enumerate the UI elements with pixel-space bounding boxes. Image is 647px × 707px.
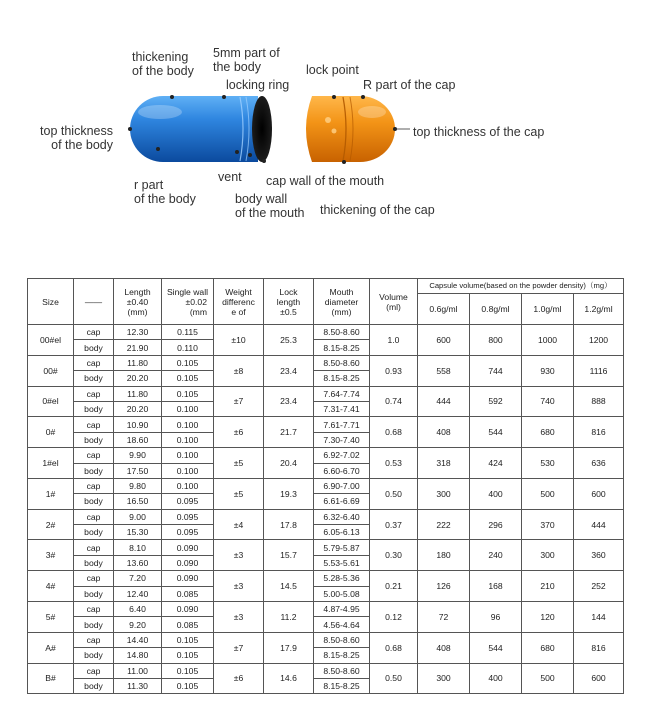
cell-size: 1# (28, 478, 74, 509)
cell-single-wall: 0.095 (162, 509, 214, 524)
cell-capsule-volume: 168 (470, 571, 522, 602)
cell-length: 6.40 (114, 602, 162, 617)
cell-capsule-volume: 144 (574, 602, 624, 633)
cell-mouth-diameter: 8.50-8.60 (314, 663, 370, 678)
cell-weight-difference: ±3 (214, 602, 264, 633)
cell-mouth-diameter: 7.61-7.71 (314, 417, 370, 432)
cell-length: 9.80 (114, 478, 162, 493)
cell-length: 12.30 (114, 325, 162, 340)
cell-capsule-volume: 408 (418, 417, 470, 448)
cell-weight-difference: ±10 (214, 325, 264, 356)
label-vent: vent (218, 170, 242, 184)
cell-single-wall: 0.095 (162, 494, 214, 509)
table-row (28, 448, 624, 463)
cell-capsule-volume: 210 (522, 571, 574, 602)
cell-capsule-volume: 400 (470, 663, 522, 694)
cell-lock-length: 23.4 (264, 355, 314, 386)
header-density-0-6: 0.6g/ml (418, 294, 470, 325)
cell-mouth-diameter: 8.50-8.60 (314, 355, 370, 370)
table-row (28, 325, 624, 340)
cell-weight-difference: ±8 (214, 355, 264, 386)
cell-capsule-volume: 300 (418, 663, 470, 694)
cell-capsule-volume: 740 (522, 386, 574, 417)
cell-single-wall: 0.085 (162, 586, 214, 601)
cell-capsule-volume: 680 (522, 632, 574, 663)
cell-size: 5# (28, 602, 74, 633)
header-single-wall: Single wall ±0.02 (mm (162, 279, 214, 325)
header-density-1-0: 1.0g/ml (522, 294, 574, 325)
cell-mouth-diameter: 4.87-4.95 (314, 602, 370, 617)
cell-lock-length: 14.6 (264, 663, 314, 694)
cell-capsule-volume: 252 (574, 571, 624, 602)
cell-capsule-volume: 680 (522, 417, 574, 448)
cell-capsule-volume: 296 (470, 509, 522, 540)
cell-part: body (74, 648, 114, 663)
cell-length: 20.20 (114, 401, 162, 416)
label-5mm-part-body: 5mm part of the body (213, 46, 280, 74)
cell-capsule-volume: 592 (470, 386, 522, 417)
cell-size: 3# (28, 540, 74, 571)
cell-capsule-volume: 72 (418, 602, 470, 633)
header-density-0-8: 0.8g/ml (470, 294, 522, 325)
cell-single-wall: 0.090 (162, 602, 214, 617)
cell-single-wall: 0.100 (162, 417, 214, 432)
cell-mouth-diameter: 8.15-8.25 (314, 648, 370, 663)
cell-single-wall: 0.090 (162, 571, 214, 586)
cell-capsule-volume: 1200 (574, 325, 624, 356)
cell-capsule-volume: 816 (574, 417, 624, 448)
cell-mouth-diameter: 7.31-7.41 (314, 401, 370, 416)
cell-length: 21.90 (114, 340, 162, 355)
header-lock-length: Lock length ±0.5 (264, 279, 314, 325)
cell-size: 4# (28, 571, 74, 602)
label-top-thickness-cap: top thickness of the cap (413, 125, 545, 139)
cell-part: cap (74, 386, 114, 401)
header-volume: Volume (ml) (370, 279, 418, 325)
capsule-body-shape (130, 96, 272, 162)
cell-mouth-diameter: 6.60-6.70 (314, 463, 370, 478)
cell-lock-length: 14.5 (264, 571, 314, 602)
cell-capsule-volume: 318 (418, 448, 470, 479)
cell-length: 11.30 (114, 678, 162, 693)
cell-part: cap (74, 540, 114, 555)
cell-volume: 0.53 (370, 448, 418, 479)
cell-lock-length: 11.2 (264, 602, 314, 633)
cell-length: 12.40 (114, 586, 162, 601)
cell-capsule-volume: 744 (470, 355, 522, 386)
cell-part: cap (74, 571, 114, 586)
cell-single-wall: 0.105 (162, 648, 214, 663)
cell-single-wall: 0.105 (162, 663, 214, 678)
cell-capsule-volume: 500 (522, 663, 574, 694)
table-row (28, 417, 624, 432)
cell-mouth-diameter: 8.50-8.60 (314, 632, 370, 647)
table-row (28, 509, 624, 524)
cell-capsule-volume: 370 (522, 509, 574, 540)
cell-lock-length: 20.4 (264, 448, 314, 479)
cell-capsule-volume: 360 (574, 540, 624, 571)
cell-capsule-volume: 1000 (522, 325, 574, 356)
cell-single-wall: 0.100 (162, 463, 214, 478)
cell-size: 0#el (28, 386, 74, 417)
cell-volume: 0.50 (370, 478, 418, 509)
cell-capsule-volume: 558 (418, 355, 470, 386)
cell-length: 11.00 (114, 663, 162, 678)
cell-length: 10.90 (114, 417, 162, 432)
cell-length: 15.30 (114, 525, 162, 540)
cell-mouth-diameter: 6.61-6.69 (314, 494, 370, 509)
cell-volume: 1.0 (370, 325, 418, 356)
cell-size: 0# (28, 417, 74, 448)
cell-lock-length: 17.8 (264, 509, 314, 540)
header-length: Length ±0.40 (mm) (114, 279, 162, 325)
cell-capsule-volume: 600 (574, 663, 624, 694)
cell-part: body (74, 463, 114, 478)
cell-capsule-volume: 930 (522, 355, 574, 386)
cell-capsule-volume: 240 (470, 540, 522, 571)
label-lock-point: lock point (306, 63, 359, 77)
cell-capsule-volume: 300 (522, 540, 574, 571)
cell-single-wall: 0.105 (162, 371, 214, 386)
cell-capsule-volume: 600 (574, 478, 624, 509)
cell-volume: 0.12 (370, 602, 418, 633)
cell-size: 00# (28, 355, 74, 386)
cell-capsule-volume: 544 (470, 632, 522, 663)
cell-capsule-volume: 530 (522, 448, 574, 479)
cell-weight-difference: ±5 (214, 448, 264, 479)
cell-capsule-volume: 408 (418, 632, 470, 663)
cell-part: body (74, 494, 114, 509)
table-row (28, 632, 624, 647)
cell-part: body (74, 678, 114, 693)
label-body-wall-mouth: body wall of the mouth (235, 192, 305, 220)
cell-length: 9.00 (114, 509, 162, 524)
cell-length: 14.40 (114, 632, 162, 647)
cell-mouth-diameter: 5.53-5.61 (314, 555, 370, 570)
cell-capsule-volume: 444 (418, 386, 470, 417)
table-row (28, 663, 624, 678)
cell-weight-difference: ±4 (214, 509, 264, 540)
header-density-1-2: 1.2g/ml (574, 294, 624, 325)
cell-single-wall: 0.110 (162, 340, 214, 355)
cell-mouth-diameter: 6.92-7.02 (314, 448, 370, 463)
cell-volume: 0.37 (370, 509, 418, 540)
cell-mouth-diameter: 6.90-7.00 (314, 478, 370, 493)
label-thickening-cap: thickening of the cap (320, 203, 435, 217)
cell-part: cap (74, 509, 114, 524)
label-r-part-cap: R part of the cap (363, 78, 456, 92)
table-row (28, 355, 624, 370)
cell-mouth-diameter: 7.30-7.40 (314, 432, 370, 447)
table-row (28, 386, 624, 401)
cell-part: body (74, 617, 114, 632)
cell-length: 18.60 (114, 432, 162, 447)
cell-length: 9.90 (114, 448, 162, 463)
cell-weight-difference: ±6 (214, 663, 264, 694)
cell-lock-length: 23.4 (264, 386, 314, 417)
cell-length: 8.10 (114, 540, 162, 555)
cell-part: body (74, 525, 114, 540)
cell-volume: 0.74 (370, 386, 418, 417)
cell-capsule-volume: 444 (574, 509, 624, 540)
header-mouth-diameter: Mouth diameter (mm) (314, 279, 370, 325)
cell-part: cap (74, 602, 114, 617)
cell-single-wall: 0.090 (162, 555, 214, 570)
cell-capsule-volume: 180 (418, 540, 470, 571)
cell-part: body (74, 586, 114, 601)
table-row (28, 540, 624, 555)
cell-capsule-volume: 126 (418, 571, 470, 602)
capsule-cap-shape (306, 96, 395, 162)
cell-length: 17.50 (114, 463, 162, 478)
capsule-spec-table (27, 278, 624, 694)
cell-part: cap (74, 632, 114, 647)
table-row (28, 478, 624, 493)
cell-lock-length: 17.9 (264, 632, 314, 663)
cell-single-wall: 0.100 (162, 478, 214, 493)
cell-length: 20.20 (114, 371, 162, 386)
cell-capsule-volume: 544 (470, 417, 522, 448)
label-top-thickness-body: top thickness of the body (40, 124, 113, 152)
cell-capsule-volume: 120 (522, 602, 574, 633)
cell-capsule-volume: 800 (470, 325, 522, 356)
table-body (28, 325, 624, 694)
cell-mouth-diameter: 6.05-6.13 (314, 525, 370, 540)
cell-part: cap (74, 663, 114, 678)
cell-capsule-volume: 816 (574, 632, 624, 663)
cell-single-wall: 0.105 (162, 355, 214, 370)
cell-single-wall: 0.105 (162, 386, 214, 401)
cell-size: 00#el (28, 325, 74, 356)
cell-mouth-diameter: 8.15-8.25 (314, 340, 370, 355)
cell-volume: 0.68 (370, 632, 418, 663)
cell-mouth-diameter: 6.32-6.40 (314, 509, 370, 524)
capsule-diagram (0, 0, 647, 250)
table-row (28, 602, 624, 617)
cell-capsule-volume: 400 (470, 478, 522, 509)
cell-single-wall: 0.100 (162, 432, 214, 447)
cell-part: cap (74, 417, 114, 432)
label-locking-ring: locking ring (226, 78, 290, 92)
cell-volume: 0.50 (370, 663, 418, 694)
cell-length: 7.20 (114, 571, 162, 586)
cell-mouth-diameter: 5.00-5.08 (314, 586, 370, 601)
cell-weight-difference: ±5 (214, 478, 264, 509)
cell-part: cap (74, 478, 114, 493)
cell-volume: 0.93 (370, 355, 418, 386)
cell-single-wall: 0.105 (162, 678, 214, 693)
cell-capsule-volume: 1116 (574, 355, 624, 386)
cell-volume: 0.68 (370, 417, 418, 448)
cell-weight-difference: ±7 (214, 632, 264, 663)
cell-mouth-diameter: 8.15-8.25 (314, 371, 370, 386)
cell-capsule-volume: 222 (418, 509, 470, 540)
cell-single-wall: 0.105 (162, 632, 214, 647)
label-cap-wall-mouth: cap wall of the mouth (266, 174, 385, 188)
table-header (28, 279, 624, 325)
header-size: Size (28, 279, 74, 325)
cell-part: body (74, 555, 114, 570)
cell-lock-length: 25.3 (264, 325, 314, 356)
cell-length: 11.80 (114, 355, 162, 370)
cell-length: 14.80 (114, 648, 162, 663)
cell-volume: 0.30 (370, 540, 418, 571)
cell-size: B# (28, 663, 74, 694)
cell-part: body (74, 401, 114, 416)
header-capsule-volume: Capsule volume(based on the powder density)（mg） (418, 279, 624, 294)
cell-part: body (74, 340, 114, 355)
cell-lock-length: 19.3 (264, 478, 314, 509)
cell-single-wall: 0.100 (162, 401, 214, 416)
cell-length: 11.80 (114, 386, 162, 401)
cell-single-wall: 0.095 (162, 525, 214, 540)
cell-size: A# (28, 632, 74, 663)
cell-length: 13.60 (114, 555, 162, 570)
label-r-part-body: r part of the body (134, 178, 196, 206)
cell-capsule-volume: 888 (574, 386, 624, 417)
cell-length: 9.20 (114, 617, 162, 632)
cell-weight-difference: ±3 (214, 571, 264, 602)
cell-single-wall: 0.090 (162, 540, 214, 555)
cell-mouth-diameter: 8.50-8.60 (314, 325, 370, 340)
table-row (28, 571, 624, 586)
cell-mouth-diameter: 7.64-7.74 (314, 386, 370, 401)
cell-weight-difference: ±7 (214, 386, 264, 417)
cell-mouth-diameter: 4.56-4.64 (314, 617, 370, 632)
cell-weight-difference: ±6 (214, 417, 264, 448)
cell-part: body (74, 432, 114, 447)
cell-part: cap (74, 355, 114, 370)
header-dash: —— (74, 279, 114, 325)
cell-mouth-diameter: 5.28-5.36 (314, 571, 370, 586)
cell-capsule-volume: 300 (418, 478, 470, 509)
cell-length: 16.50 (114, 494, 162, 509)
cell-capsule-volume: 500 (522, 478, 574, 509)
cell-lock-length: 15.7 (264, 540, 314, 571)
cell-capsule-volume: 424 (470, 448, 522, 479)
cell-single-wall: 0.115 (162, 325, 214, 340)
cell-size: 1#el (28, 448, 74, 479)
cell-size: 2# (28, 509, 74, 540)
cell-single-wall: 0.085 (162, 617, 214, 632)
header-weight-difference: Weight differenc e of (214, 279, 264, 325)
cell-part: cap (74, 325, 114, 340)
cell-capsule-volume: 96 (470, 602, 522, 633)
cell-volume: 0.21 (370, 571, 418, 602)
cell-part: cap (74, 448, 114, 463)
label-thickening-body: thickening of the body (132, 50, 194, 78)
cell-weight-difference: ±3 (214, 540, 264, 571)
cell-capsule-volume: 636 (574, 448, 624, 479)
cell-part: body (74, 371, 114, 386)
cell-single-wall: 0.100 (162, 448, 214, 463)
cell-mouth-diameter: 8.15-8.25 (314, 678, 370, 693)
cell-capsule-volume: 600 (418, 325, 470, 356)
cell-lock-length: 21.7 (264, 417, 314, 448)
cell-mouth-diameter: 5.79-5.87 (314, 540, 370, 555)
